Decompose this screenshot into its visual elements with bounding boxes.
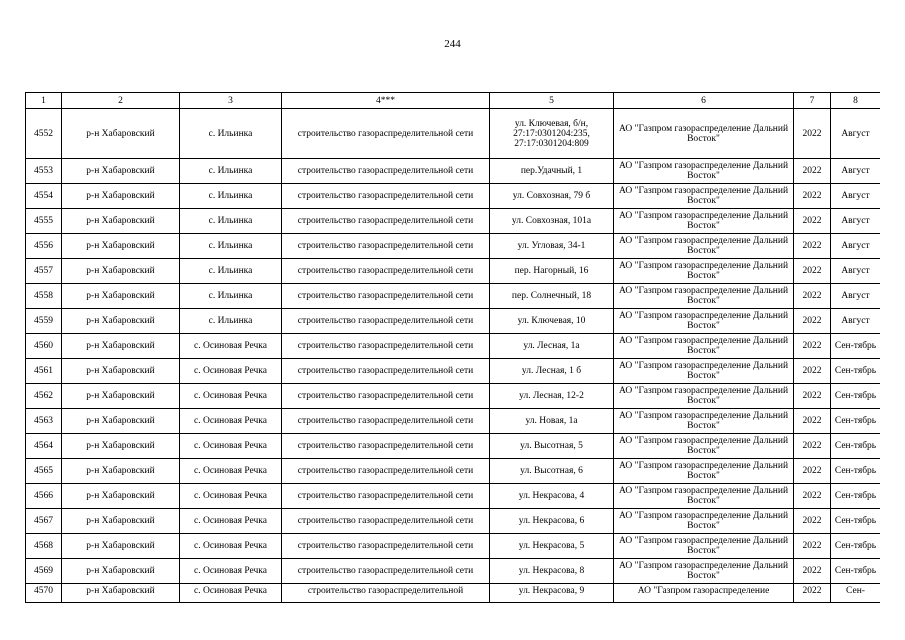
work-type-cell: строительство газораспределительной сети [282,159,490,184]
column-header: 7 [794,93,831,109]
address-cell: ул. Новая, 1а [490,409,614,434]
district-cell: р-н Хабаровский [62,159,180,184]
table-row [26,484,881,509]
district-cell: р-н Хабаровский [62,534,180,559]
district-cell: р-н Хабаровский [62,384,180,409]
row-number-cell: 4558 [26,284,62,309]
district-cell: р-н Хабаровский [62,409,180,434]
row-number-cell: 4562 [26,384,62,409]
table-row [26,409,881,434]
table-row [26,434,881,459]
month-cell: Август [831,159,881,184]
district-cell: р-н Хабаровский [62,559,180,584]
month-cell: Сен-тябрь [831,334,881,359]
row-number-cell: 4570 [26,584,62,603]
work-type-cell: строительство газораспределительной сети [282,409,490,434]
organization-cell: АО "Газпром газораспределение Дальний Восток" [614,409,794,434]
row-number-cell: 4563 [26,409,62,434]
organization-cell: АО "Газпром газораспределение Дальний Восток" [614,109,794,159]
year-cell: 2022 [794,534,831,559]
organization-cell: АО "Газпром газораспределение Дальний Восток" [614,384,794,409]
address-cell: ул. Лесная, 1а [490,334,614,359]
district-cell: р-н Хабаровский [62,359,180,384]
row-number-cell: 4552 [26,109,62,159]
settlement-cell: с. Ильинка [180,159,282,184]
column-header: 3 [180,93,282,109]
address-cell: ул. Некрасова, 4 [490,484,614,509]
settlement-cell: с. Осиновая Речка [180,559,282,584]
organization-cell: АО "Газпром газораспределение Дальний Восток" [614,309,794,334]
settlement-cell: с. Осиновая Речка [180,409,282,434]
organization-cell: АО "Газпром газораспределение Дальний Восток" [614,334,794,359]
address-cell: ул. Ключевая, 10 [490,309,614,334]
address-cell: ул. Ключевая, б/н, 27:17:0301204:235, 27:17:0301204:809 [490,109,614,159]
settlement-cell: с. Осиновая Речка [180,534,282,559]
district-cell: р-н Хабаровский [62,584,180,603]
table-row [26,259,881,284]
month-cell: Август [831,259,881,284]
district-cell: р-н Хабаровский [62,459,180,484]
organization-cell: АО "Газпром газораспределение Дальний Восток" [614,434,794,459]
row-number-cell: 4564 [26,434,62,459]
settlement-cell: с. Осиновая Речка [180,509,282,534]
month-cell: Сен-тябрь [831,409,881,434]
month-cell: Август [831,234,881,259]
month-cell: Август [831,284,881,309]
year-cell: 2022 [794,384,831,409]
row-number-cell: 4553 [26,159,62,184]
year-cell: 2022 [794,584,831,603]
settlement-cell: с. Ильинка [180,184,282,209]
district-cell: р-н Хабаровский [62,434,180,459]
table-row [26,184,881,209]
table-row [26,334,881,359]
year-cell: 2022 [794,559,831,584]
gas-network-table [25,92,880,603]
settlement-cell: с. Ильинка [180,259,282,284]
row-number-cell: 4560 [26,334,62,359]
work-type-cell: строительство газораспределительной сети [282,384,490,409]
year-cell: 2022 [794,334,831,359]
month-cell: Август [831,309,881,334]
month-cell: Август [831,209,881,234]
work-type-cell: строительство газораспределительной сети [282,334,490,359]
work-type-cell: строительство газораспределительной [282,584,490,603]
address-cell: ул. Совхозная, 79 б [490,184,614,209]
month-cell: Сен-тябрь [831,534,881,559]
column-header: 6 [614,93,794,109]
row-number-cell: 4569 [26,559,62,584]
row-number-cell: 4556 [26,234,62,259]
table-row [26,584,881,603]
settlement-cell: с. Осиновая Речка [180,484,282,509]
table-header-row [26,93,881,109]
month-cell: Август [831,184,881,209]
year-cell: 2022 [794,484,831,509]
table-row [26,509,881,534]
address-cell: пер. Солнечный, 18 [490,284,614,309]
work-type-cell: строительство газораспределительной сети [282,509,490,534]
table-body [26,109,881,603]
address-cell: ул. Высотная, 6 [490,459,614,484]
organization-cell: АО "Газпром газораспределение Дальний Восток" [614,359,794,384]
organization-cell: АО "Газпром газораспределение [614,584,794,603]
work-type-cell: строительство газораспределительной сети [282,284,490,309]
work-type-cell: строительство газораспределительной сети [282,359,490,384]
table-row [26,234,881,259]
table-row [26,109,881,159]
table-row [26,459,881,484]
work-type-cell: строительство газораспределительной сети [282,559,490,584]
year-cell: 2022 [794,159,831,184]
table-row [26,384,881,409]
organization-cell: АО "Газпром газораспределение Дальний Восток" [614,459,794,484]
year-cell: 2022 [794,309,831,334]
district-cell: р-н Хабаровский [62,259,180,284]
column-header: 4*** [282,93,490,109]
address-cell: пер. Нагорный, 16 [490,259,614,284]
organization-cell: АО "Газпром газораспределение Дальний Восток" [614,559,794,584]
work-type-cell: строительство газораспределительной сети [282,209,490,234]
settlement-cell: с. Осиновая Речка [180,459,282,484]
district-cell: р-н Хабаровский [62,309,180,334]
address-cell: ул. Совхозная, 101а [490,209,614,234]
column-header: 5 [490,93,614,109]
work-type-cell: строительство газораспределительной сети [282,484,490,509]
year-cell: 2022 [794,259,831,284]
organization-cell: АО "Газпром газораспределение Дальний Восток" [614,284,794,309]
work-type-cell: строительство газораспределительной сети [282,234,490,259]
work-type-cell: строительство газораспределительной сети [282,434,490,459]
document-table-wrap [25,92,880,640]
address-cell: ул. Угловая, 34-1 [490,234,614,259]
row-number-cell: 4555 [26,209,62,234]
table-row [26,309,881,334]
settlement-cell: с. Ильинка [180,309,282,334]
district-cell: р-н Хабаровский [62,334,180,359]
address-cell: ул. Некрасова, 8 [490,559,614,584]
year-cell: 2022 [794,284,831,309]
month-cell: Сен-тябрь [831,384,881,409]
table-row [26,209,881,234]
district-cell: р-н Хабаровский [62,109,180,159]
organization-cell: АО "Газпром газораспределение Дальний Восток" [614,209,794,234]
settlement-cell: с. Ильинка [180,284,282,309]
table-row [26,534,881,559]
month-cell: Сен- [831,584,881,603]
year-cell: 2022 [794,409,831,434]
organization-cell: АО "Газпром газораспределение Дальний Восток" [614,509,794,534]
organization-cell: АО "Газпром газораспределение Дальний Восток" [614,159,794,184]
address-cell: ул. Лесная, 12-2 [490,384,614,409]
row-number-cell: 4559 [26,309,62,334]
year-cell: 2022 [794,209,831,234]
address-cell: пер.Удачный, 1 [490,159,614,184]
organization-cell: АО "Газпром газораспределение Дальний Восток" [614,259,794,284]
table-row [26,159,881,184]
year-cell: 2022 [794,184,831,209]
district-cell: р-н Хабаровский [62,509,180,534]
work-type-cell: строительство газораспределительной сети [282,534,490,559]
address-cell: ул. Некрасова, 9 [490,584,614,603]
row-number-cell: 4565 [26,459,62,484]
month-cell: Сен-тябрь [831,509,881,534]
row-number-cell: 4561 [26,359,62,384]
district-cell: р-н Хабаровский [62,209,180,234]
address-cell: ул. Некрасова, 5 [490,534,614,559]
year-cell: 2022 [794,434,831,459]
district-cell: р-н Хабаровский [62,234,180,259]
work-type-cell: строительство газораспределительной сети [282,184,490,209]
month-cell: Сен-тябрь [831,359,881,384]
column-header: 8 [831,93,881,109]
address-cell: ул. Высотная, 5 [490,434,614,459]
district-cell: р-н Хабаровский [62,284,180,309]
settlement-cell: с. Ильинка [180,209,282,234]
organization-cell: АО "Газпром газораспределение Дальний Восток" [614,534,794,559]
column-header: 1 [26,93,62,109]
table-row [26,559,881,584]
row-number-cell: 4557 [26,259,62,284]
work-type-cell: строительство газораспределительной сети [282,459,490,484]
work-type-cell: строительство газораспределительной сети [282,309,490,334]
month-cell: Сен-тябрь [831,459,881,484]
district-cell: р-н Хабаровский [62,184,180,209]
year-cell: 2022 [794,359,831,384]
row-number-cell: 4566 [26,484,62,509]
organization-cell: АО "Газпром газораспределение Дальний Восток" [614,484,794,509]
year-cell: 2022 [794,234,831,259]
organization-cell: АО "Газпром газораспределение Дальний Восток" [614,184,794,209]
settlement-cell: с. Осиновая Речка [180,434,282,459]
settlement-cell: с. Осиновая Речка [180,359,282,384]
settlement-cell: с. Ильинка [180,109,282,159]
organization-cell: АО "Газпром газораспределение Дальний Восток" [614,234,794,259]
table-row [26,284,881,309]
month-cell: Сен-тябрь [831,484,881,509]
work-type-cell: строительство газораспределительной сети [282,109,490,159]
month-cell: Сен-тябрь [831,559,881,584]
settlement-cell: с. Осиновая Речка [180,334,282,359]
work-type-cell: строительство газораспределительной сети [282,259,490,284]
settlement-cell: с. Осиновая Речка [180,584,282,603]
month-cell: Сен-тябрь [831,434,881,459]
row-number-cell: 4554 [26,184,62,209]
year-cell: 2022 [794,509,831,534]
year-cell: 2022 [794,109,831,159]
page-number: 244 [444,38,461,50]
row-number-cell: 4568 [26,534,62,559]
address-cell: ул. Некрасова, 6 [490,509,614,534]
table-row [26,359,881,384]
settlement-cell: с. Осиновая Речка [180,384,282,409]
row-number-cell: 4567 [26,509,62,534]
year-cell: 2022 [794,459,831,484]
district-cell: р-н Хабаровский [62,484,180,509]
column-header: 2 [62,93,180,109]
address-cell: ул. Лесная, 1 б [490,359,614,384]
settlement-cell: с. Ильинка [180,234,282,259]
month-cell: Август [831,109,881,159]
